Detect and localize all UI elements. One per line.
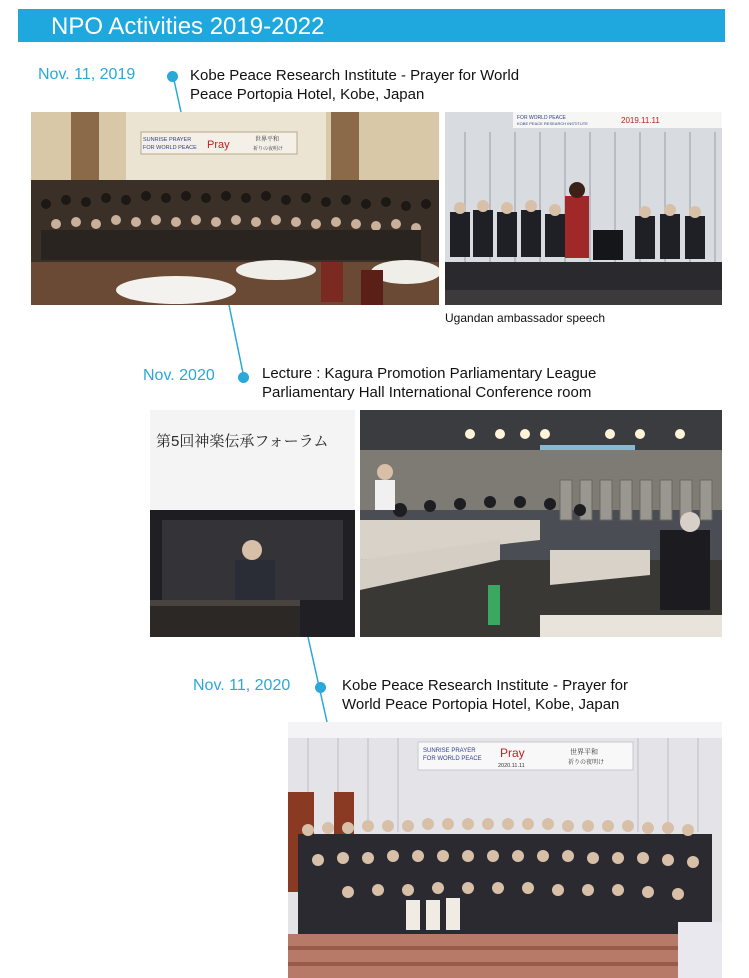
event-description-2020-nov: [342, 676, 628, 714]
timeline-line-1: [174, 80, 181, 112]
sign-line: FOR WORLD PEACE: [143, 145, 197, 151]
event-description-line: Peace Portopia Hotel, Kobe, Japan: [190, 86, 425, 103]
banner-date: 2019.11.11: [621, 116, 660, 125]
sign-word: Pray: [207, 139, 230, 151]
timeline-line-2: [229, 305, 244, 378]
sign-line: FOR WORLD PEACE: [423, 756, 482, 762]
event-description-line: World Peace Portopia Hotel, Kobe, Japan: [342, 696, 620, 713]
photo-conference-room-2020: [360, 410, 722, 637]
page-title: NPO Activities 2019-2022: [51, 13, 325, 40]
sign-jp: 祈りの夜明け: [568, 760, 605, 766]
event-description-line: Parliamentary Hall International Conference room: [262, 384, 592, 401]
sign-jp: 祈りの夜明け: [253, 146, 284, 152]
timeline-dot: [167, 71, 178, 82]
event-description-line: Kobe Peace Research Institute - Prayer for: [342, 677, 628, 694]
event-date-2020: Nov. 2020: [143, 367, 215, 384]
sign-line: SUNRISE PRAYER: [423, 748, 476, 754]
event-description-line: Lecture : Kagura Promotion Parliamentary League: [262, 365, 597, 382]
sign-word: Pray: [500, 746, 525, 760]
event-date-2019: Nov. 11, 2019: [38, 66, 136, 83]
event-description-2019: [190, 66, 519, 104]
photo-lecture-speaker-2020: [150, 410, 355, 637]
sign-line: SUNRISE PRAYER: [143, 137, 192, 143]
event-date-2020-nov: Nov. 11, 2020: [193, 677, 291, 694]
banner-sub: KOBE PEACE RESEARCH INSTITUTE: [517, 121, 588, 126]
photo-group-2020: [288, 722, 722, 978]
event-description-2020: [262, 364, 596, 402]
photo-banquet-group-2019: [31, 112, 439, 305]
photo-stage-speech-2019: [445, 112, 722, 305]
timeline-dot: [315, 682, 326, 693]
timeline-line-3: [308, 637, 327, 722]
header-banner: [18, 9, 725, 42]
event-description-line: Kobe Peace Research Institute - Prayer for World: [190, 67, 520, 84]
forum-sign: 第5回神楽伝承フォーラム: [156, 433, 329, 450]
sign-jp: 世界平和: [570, 749, 598, 756]
banner-text: FOR WORLD PEACE: [517, 115, 566, 121]
sign-date: 2020.11.11: [498, 763, 525, 769]
photo-caption: Ugandan ambassador speech: [445, 311, 606, 325]
sign-jp: 世界平和: [255, 137, 280, 143]
timeline-dot: [238, 372, 249, 383]
